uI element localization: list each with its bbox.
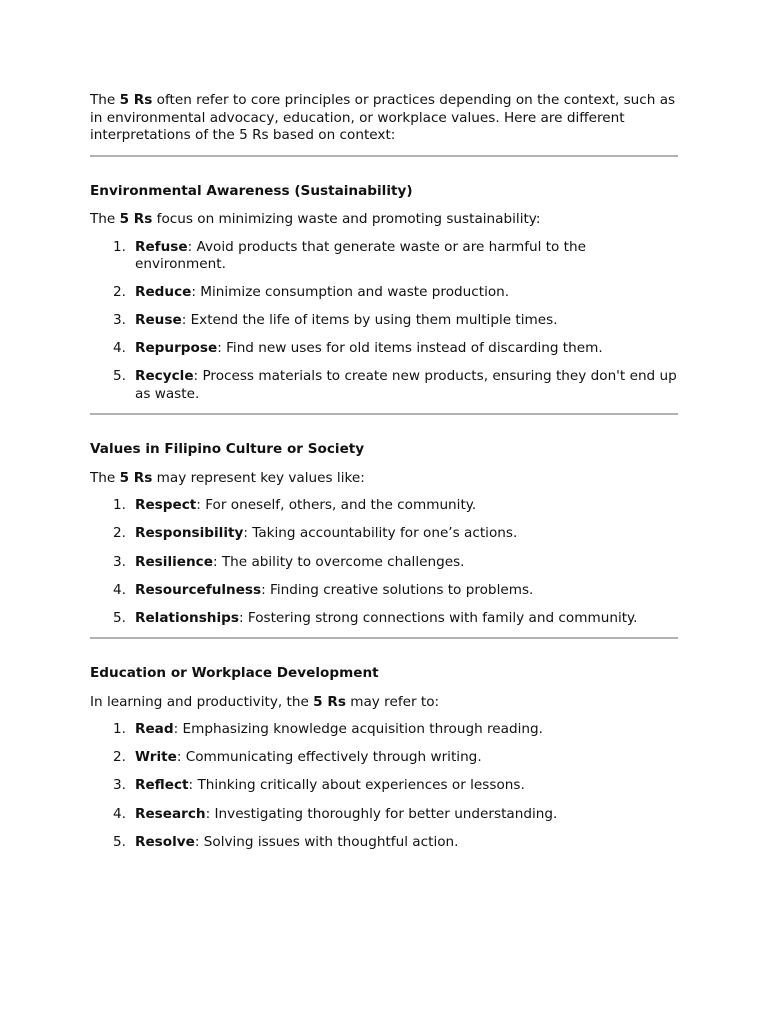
list-term: Resolve [135,833,195,850]
list-item [90,525,678,543]
list-term: Reflect [135,777,189,794]
list-description: : For oneself, others, and the community. [196,497,477,514]
section-education-workplace [90,665,678,851]
list-number: 3. [113,553,126,570]
list-description: : Thinking critically about experiences or lessons. [188,777,525,794]
numbered-list [90,239,678,404]
section-environmental [90,183,678,404]
list-number: 4. [113,581,126,598]
lead-text-end: may represent key values like: [152,469,365,486]
list-number: 3. [113,312,126,329]
lead-bold-term: 5 Rs [119,469,153,486]
list-number: 5. [113,368,126,385]
list-term: Refuse [135,238,188,255]
list-item [90,610,678,628]
list-term: Write [135,749,177,766]
list-term: Relationships [135,609,239,626]
list-item [90,312,678,330]
list-item [90,777,678,795]
list-item [90,721,678,739]
list-description: : Avoid products that generate waste or are harmful to the environment. [135,238,586,272]
list-item [90,239,678,274]
list-description: : Fostering strong connections with family and community. [238,609,638,626]
list-item [90,497,678,515]
list-term: Repurpose [135,340,218,357]
list-term: Resilience [135,553,213,570]
intro-bold-term: 5 Rs [119,92,153,108]
lead-text-start: In learning and productivity, the [90,693,314,710]
list-number: 5. [113,609,126,626]
numbered-list [90,721,678,851]
list-term: Responsibility [135,525,244,542]
section-title: Environmental Awareness (Sustainability) [90,182,413,199]
lead-text-start: The [90,211,120,227]
list-item [90,582,678,600]
list-term: Reduce [135,284,192,301]
lead-text-start: The [90,469,120,486]
list-item [90,806,678,824]
list-description: : Process materials to create new products, ensuring they don't end up as waste. [135,368,677,402]
list-term: Reuse [135,312,182,329]
list-term: Resourcefulness [135,581,262,598]
list-item [90,554,678,572]
list-term: Respect [135,497,197,514]
list-description: : Communicating effectively through writing. [176,749,482,766]
list-description: : Find new uses for old items instead of discarding them. [217,340,603,357]
lead-text-end: may refer to: [345,693,440,710]
list-term: Research [135,805,206,822]
list-description: : Extend the life of items by using them multiple times. [181,312,558,329]
list-description: : Solving issues with thoughtful action. [194,833,459,850]
section-lead [90,470,678,488]
intro-text-start: The [90,92,120,108]
section-filipino-values [90,441,678,627]
list-number: 2. [113,284,126,301]
list-number: 2. [113,749,126,766]
list-description: : Finding creative solutions to problems. [261,581,534,598]
lead-bold-term: 5 Rs [119,211,153,227]
numbered-list [90,497,678,627]
list-number: 2. [113,525,126,542]
list-number: 1. [113,238,126,255]
list-description: : The ability to overcome challenges. [212,553,465,570]
list-number: 4. [113,340,126,357]
list-term: Read [135,721,174,738]
section-title: Values in Filipino Culture or Society [90,441,365,458]
list-item [90,368,678,403]
divider [90,413,678,415]
intro-text-end: often refer to core principles or practices depending on the context, such as in environmental advocacy, education, or workplace values. Here are different interpretations of the 5 Rs based on context: [90,92,676,143]
list-term: Recycle [135,368,194,385]
list-number: 4. [113,805,126,822]
divider [90,637,678,639]
list-number: 3. [113,777,126,794]
lead-text-end: focus on minimizing waste and promoting sustainability: [152,211,541,227]
list-item [90,834,678,852]
intro-paragraph [90,92,678,145]
list-description: : Investigating thoroughly for better understanding. [205,805,558,822]
lead-bold-term: 5 Rs [313,693,346,710]
divider [90,155,678,157]
section-title: Education or Workplace Development [90,665,379,682]
list-number: 1. [113,497,126,514]
list-item [90,284,678,302]
list-item [90,749,678,767]
list-description: : Taking accountability for one’s actions. [243,525,518,542]
list-number: 5. [113,833,126,850]
section-lead [90,211,678,229]
list-item [90,340,678,358]
list-number: 1. [113,721,126,738]
section-lead [90,694,678,712]
list-description: : Emphasizing knowledge acquisition through reading. [173,721,543,738]
list-description: : Minimize consumption and waste production. [191,284,510,301]
